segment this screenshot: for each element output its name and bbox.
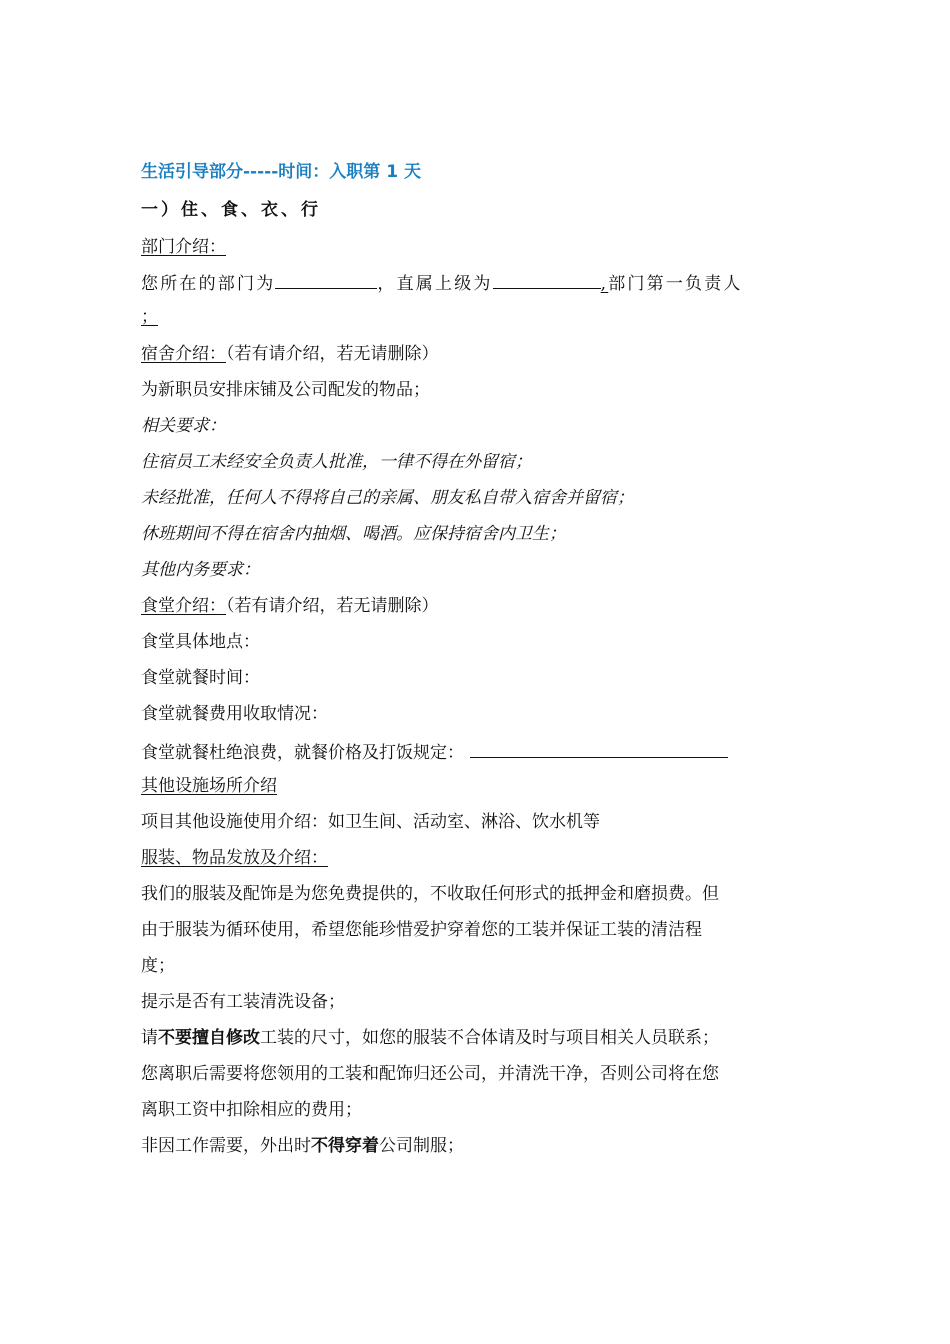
canteen-line2: 食堂就餐时间：	[141, 668, 260, 688]
supervisor-blank[interactable]	[493, 270, 601, 289]
uniform-p1-l2: 由于服装为循环使用，希望您能珍惜爱护穿着您的工装并保证工装的清洁程	[141, 920, 702, 940]
uniform-p4-l1: 您离职后需要将您领用的工装和配饰归还公司，并清洗干净，否则公司将在您	[141, 1064, 719, 1084]
uniform-p3	[141, 1027, 719, 1049]
dorm-req3: 休班期间不得在宿舍内抽烟、喝酒。应保持宿舍内卫生；	[141, 524, 566, 544]
canteen-heading: 食堂介绍：	[141, 596, 226, 616]
dept-line	[141, 270, 743, 295]
uniform-p5	[141, 1135, 464, 1157]
p3-c: 工装的尺寸，如您的服装不合体请及时与项目相关人员联系；	[260, 1028, 719, 1048]
dorm-note: （若有请介绍，若无请删除）	[226, 344, 439, 364]
canteen-note: （若有请介绍，若无请删除）	[226, 596, 439, 616]
uniform-heading: 服装、物品发放及介绍：	[141, 848, 328, 868]
uniform-p4-l2: 离职工资中扣除相应的费用；	[141, 1100, 362, 1120]
p5-c: 公司制服；	[379, 1136, 464, 1156]
section-heading: 一）住、食、衣、行	[141, 200, 321, 220]
facilities-heading: 其他设施场所介绍	[141, 776, 277, 796]
canteen-line3: 食堂就餐费用收取情况：	[141, 704, 328, 724]
page-title: 生活引导部分-----时间：入职第 1 天	[141, 162, 421, 182]
dept-text: 您所在的部门为	[141, 274, 276, 294]
dept-heading: 部门介绍：	[141, 237, 226, 257]
supervisor-text: ，直属上级为	[377, 274, 493, 294]
head-blank[interactable]: ；	[141, 307, 158, 327]
dorm-req4: 其他内务要求：	[141, 560, 260, 580]
p5-bold: 不得穿着	[311, 1136, 379, 1156]
dorm-req1: 住宿员工未经安全负责人批准，一律不得在外留宿；	[141, 452, 532, 472]
dorm-req-heading: 相关要求：	[141, 416, 226, 436]
p3-a: 请	[141, 1028, 158, 1048]
dorm-line1: 为新职员安排床铺及公司配发的物品；	[141, 380, 430, 400]
canteen-rules-text: 食堂就餐杜绝浪费，就餐价格及打饭规定：	[141, 743, 464, 763]
facilities-line1: 项目其他设施使用介绍：如卫生间、活动室、淋浴、饮水机等	[141, 812, 600, 832]
comma: ,	[600, 274, 609, 294]
uniform-p1-l1: 我们的服装及配饰是为您免费提供的，不收取任何形式的抵押金和磨损费。但	[141, 884, 719, 904]
dorm-heading-line	[141, 343, 439, 365]
canteen-line1: 食堂具体地点：	[141, 632, 260, 652]
dorm-heading: 宿舍介绍：	[141, 344, 226, 364]
canteen-line4	[141, 739, 728, 764]
uniform-p1-l3: 度；	[141, 956, 175, 976]
uniform-p2: 提示是否有工装清洗设备；	[141, 992, 345, 1012]
p5-a: 非因工作需要，外出时	[141, 1136, 311, 1156]
dorm-req2: 未经批准，任何人不得将自己的亲属、朋友私自带入宿舍并留宿；	[141, 488, 634, 508]
dept-blank[interactable]	[275, 270, 377, 289]
head-text: 部门第一负责人	[608, 274, 743, 294]
canteen-heading-line	[141, 595, 439, 617]
p3-bold: 不要擅自修改	[158, 1028, 260, 1048]
canteen-rules-blank[interactable]	[470, 739, 728, 758]
